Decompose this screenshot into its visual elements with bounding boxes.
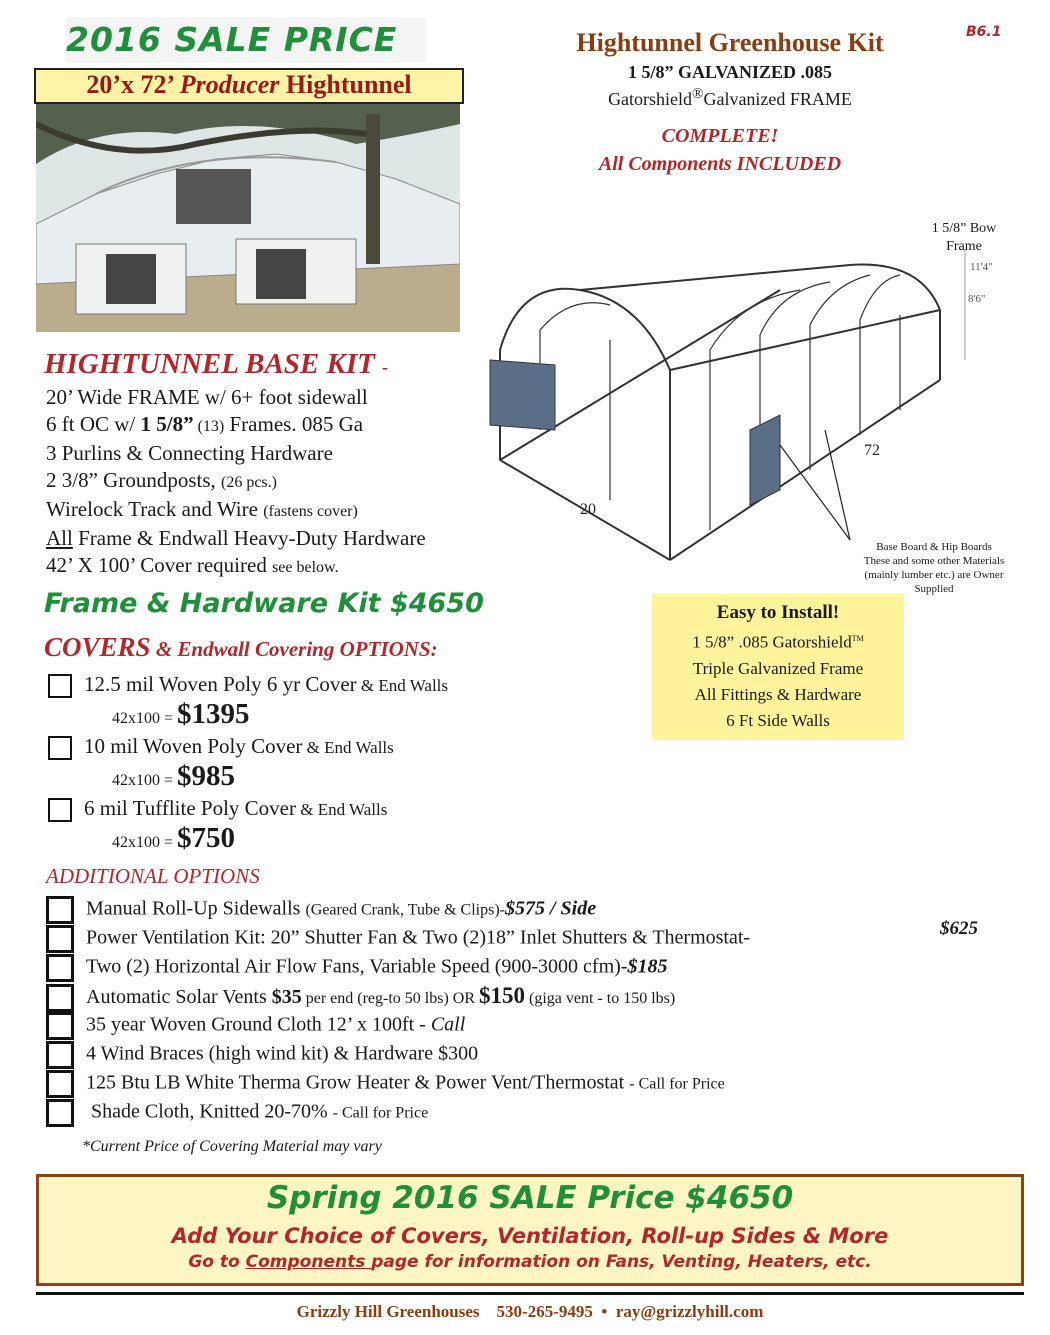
- cover-size: 42x100 =: [112, 834, 178, 851]
- note-line3: (mainly lumber etc.) are Owner: [864, 569, 1004, 581]
- model-label-box: [34, 68, 464, 104]
- registered-mark: ®: [692, 86, 704, 102]
- greenhouse-photo: [36, 104, 460, 332]
- kit-title: Hightunnel Greenhouse Kit: [576, 28, 884, 57]
- base-kit-item: [46, 384, 426, 411]
- easy-line-1-text: 1 5/8” .085 Gatorshield: [692, 632, 852, 652]
- checkbox[interactable]: [46, 1099, 74, 1127]
- banner-text: Go to: [188, 1252, 246, 1272]
- cover-suffix: & End Walls: [295, 800, 388, 819]
- cover-option[interactable]: [48, 672, 448, 698]
- checkbox[interactable]: [46, 925, 74, 953]
- checkbox[interactable]: [46, 954, 74, 982]
- option-detail: (giga vent - to 150 lbs): [525, 990, 676, 1007]
- note-line4: Supplied: [914, 583, 954, 595]
- item-text: 20’ Wide FRAME w/ 6+ foot sidewall: [46, 385, 368, 409]
- cover-name: 10 mil Woven Poly Cover: [84, 734, 303, 758]
- base-kit-list: [46, 384, 426, 581]
- spec-line-1-text: 1 5/8” GALVANIZED .085: [627, 62, 833, 82]
- easy-line-4: 6 Ft Side Walls: [726, 710, 830, 730]
- cover-size: 42x100 =: [112, 772, 178, 789]
- item-text: Wirelock Track and Wire: [46, 497, 264, 521]
- bow-label-line1: 1 5/8” Bow: [931, 221, 997, 236]
- trademark-mark: TM: [851, 634, 864, 643]
- option-call: Call: [430, 1013, 466, 1036]
- complete-label: COMPLETE!: [661, 125, 779, 147]
- easy-line-3: All Fittings & Hardware: [694, 684, 862, 704]
- checkbox[interactable]: [46, 1070, 74, 1098]
- note-line2: These and some other Materials: [863, 555, 1005, 567]
- easy-install-title: Easy to Install!: [716, 602, 840, 623]
- checkbox[interactable]: [46, 1041, 74, 1069]
- cover-price: $750: [177, 822, 236, 854]
- price-footnote: *Current Price of Covering Material may vary: [82, 1138, 382, 1155]
- option-solar-vents[interactable]: [46, 983, 675, 1012]
- covers-title: [44, 632, 438, 663]
- cover-suffix: & End Walls: [356, 676, 449, 695]
- spec-galvanized-frame: Galvanized FRAME: [703, 89, 852, 109]
- footer-contact: [36, 1302, 1024, 1322]
- components-included-label: All Components INCLUDED: [598, 153, 842, 175]
- cover-option[interactable]: [48, 734, 394, 760]
- item-small: (26 pcs.): [221, 474, 277, 491]
- checkbox[interactable]: [46, 984, 74, 1012]
- checkbox[interactable]: [48, 674, 72, 698]
- page-code: B6.1: [966, 24, 1002, 40]
- covers-title-text: COVERS: [44, 632, 151, 662]
- height-top-label: 11'4": [970, 261, 993, 273]
- sale-price-title: [66, 18, 426, 62]
- option-price: $185: [627, 955, 668, 978]
- model-type: Hightunnel: [285, 70, 412, 99]
- length-label: 72: [864, 442, 880, 459]
- spec-gatorshield: Gatorshield: [608, 89, 693, 109]
- note-line1: Base Board & Hip Boards: [876, 541, 992, 553]
- item-underline: All: [46, 526, 73, 550]
- option-text: 35 year Woven Ground Cloth 12’ x 100ft -: [86, 1013, 431, 1036]
- banner-text: page for information on Fans, Venting, Heaters, etc.: [371, 1252, 872, 1272]
- item-text: 42’ X 100’ Cover required: [46, 553, 273, 577]
- option-heater[interactable]: [46, 1070, 725, 1098]
- option-haf-fans[interactable]: [46, 954, 667, 982]
- frame-diagram: [480, 230, 1020, 570]
- item-text: Frames. 085 Ga: [224, 412, 364, 436]
- base-kit-item: [46, 496, 426, 525]
- option-price: $150: [479, 983, 526, 1008]
- option-text: Manual Roll-Up Sidewalls: [86, 897, 306, 920]
- email-link[interactable]: ray@grizzlyhill.com: [615, 1302, 764, 1321]
- height-side-label: 8'6": [968, 293, 986, 305]
- covers-subtitle: & Endwall Covering OPTIONS:: [150, 637, 438, 661]
- base-kit-item: [46, 552, 426, 581]
- item-text: 2 3/8” Groundposts,: [46, 468, 221, 492]
- width-label: 20: [580, 501, 596, 518]
- option-wind-braces[interactable]: [46, 1041, 478, 1069]
- cover-name: 6 mil Tufflite Poly Cover: [84, 796, 296, 820]
- item-small: see below.: [272, 559, 339, 576]
- sale-banner-title: Spring 2016 SALE Price $4650: [266, 1180, 794, 1216]
- model-size: 20’x 72’: [86, 70, 174, 99]
- spec-line-2: [520, 86, 940, 110]
- phone-number[interactable]: 530-265-9495: [496, 1302, 593, 1321]
- company-name: Grizzly Hill Greenhouses: [296, 1302, 480, 1321]
- cover-price: $1395: [177, 698, 250, 730]
- option-text: Two (2) Horizontal Air Flow Fans, Variable Speed (900-3000 cfm)-: [86, 955, 628, 978]
- sale-price-text: 2016 SALE PRICE: [66, 20, 398, 59]
- option-text: 4 Wind Braces (high wind kit) & Hardware $300: [86, 1042, 479, 1065]
- option-text: Shade Cloth, Knitted 20-70%: [86, 1100, 333, 1123]
- cover-price-line: [112, 760, 235, 793]
- cover-price-line: [112, 698, 250, 731]
- base-kit-title-text: HIGHTUNNEL BASE KIT: [44, 348, 375, 380]
- cover-suffix: & End Walls: [302, 738, 394, 757]
- cover-price: $985: [177, 760, 236, 792]
- option-shade-cloth[interactable]: [46, 1099, 428, 1127]
- sale-banner-line2: [36, 1252, 1024, 1272]
- cover-name: 12.5 mil Woven Poly 6 yr Cover: [84, 672, 357, 696]
- option-price: $575 / Side: [504, 897, 597, 920]
- frame-hardware-price: Frame & Hardware Kit $4650: [44, 588, 484, 619]
- footer-divider: [36, 1292, 1024, 1295]
- option-price: $35: [271, 986, 302, 1008]
- option-detail: per end (reg-to 50 lbs) OR: [301, 990, 480, 1007]
- checkbox[interactable]: [46, 1012, 74, 1040]
- item-text: 3 Purlins & Connecting Hardware: [46, 441, 333, 465]
- additional-options-title: ADDITIONAL OPTIONS: [46, 864, 260, 888]
- cover-price-line: [112, 822, 235, 855]
- item-small: (fastens cover): [263, 503, 358, 520]
- item-bold: 1 5/8”: [140, 412, 194, 436]
- option-text: Power Ventilation Kit: 20” Shutter Fan & Two (2)18” Inlet Shutters & Thermostat-: [86, 926, 751, 949]
- item-text: 6 ft OC w/: [46, 412, 141, 436]
- cover-size: 42x100 =: [112, 710, 178, 727]
- option-text: Automatic Solar Vents: [86, 986, 272, 1008]
- bullet-separator: •: [601, 1302, 608, 1321]
- base-kit-title: [44, 348, 388, 381]
- cover-option[interactable]: [48, 796, 387, 822]
- option-call: - Call for Price: [629, 1075, 725, 1093]
- base-kit-item: [46, 411, 426, 440]
- sale-banner-line1: Add Your Choice of Covers, Ventilation, Roll-up Sides & More: [171, 1224, 889, 1248]
- checkbox[interactable]: [48, 798, 72, 822]
- option-power-ventilation[interactable]: [46, 925, 750, 953]
- owner-supplied-note: [834, 540, 1034, 596]
- spec-line-1: [520, 62, 940, 83]
- base-kit-item: [46, 440, 426, 467]
- item-small: (13): [193, 418, 225, 435]
- bow-label-line2: Frame: [946, 239, 982, 254]
- complete-notice: [520, 122, 920, 178]
- option-roll-up-sidewalls[interactable]: [46, 896, 596, 924]
- checkbox[interactable]: [48, 736, 72, 760]
- item-text: Frame & Endwall Heavy-Duty Hardware: [72, 526, 426, 550]
- ventilation-price: $625: [940, 918, 978, 939]
- model-word: Producer: [179, 70, 280, 99]
- easy-install-box: [652, 594, 904, 740]
- easy-line-1: [652, 626, 904, 656]
- checkbox[interactable]: [46, 896, 74, 924]
- option-ground-cloth[interactable]: [46, 1012, 465, 1040]
- base-kit-item: [46, 525, 426, 552]
- easy-line-2: Triple Galvanized Frame: [692, 658, 864, 678]
- base-kit-dash: -: [382, 357, 389, 377]
- option-call: - Call for Price: [332, 1104, 429, 1122]
- option-text: 125 Btu LB White Therma Grow Heater & Power Vent/Thermostat: [86, 1071, 630, 1094]
- components-link[interactable]: Components: [245, 1252, 372, 1272]
- option-detail: (Geared Crank, Tube & Clips)-: [305, 901, 505, 919]
- base-kit-item: [46, 467, 426, 496]
